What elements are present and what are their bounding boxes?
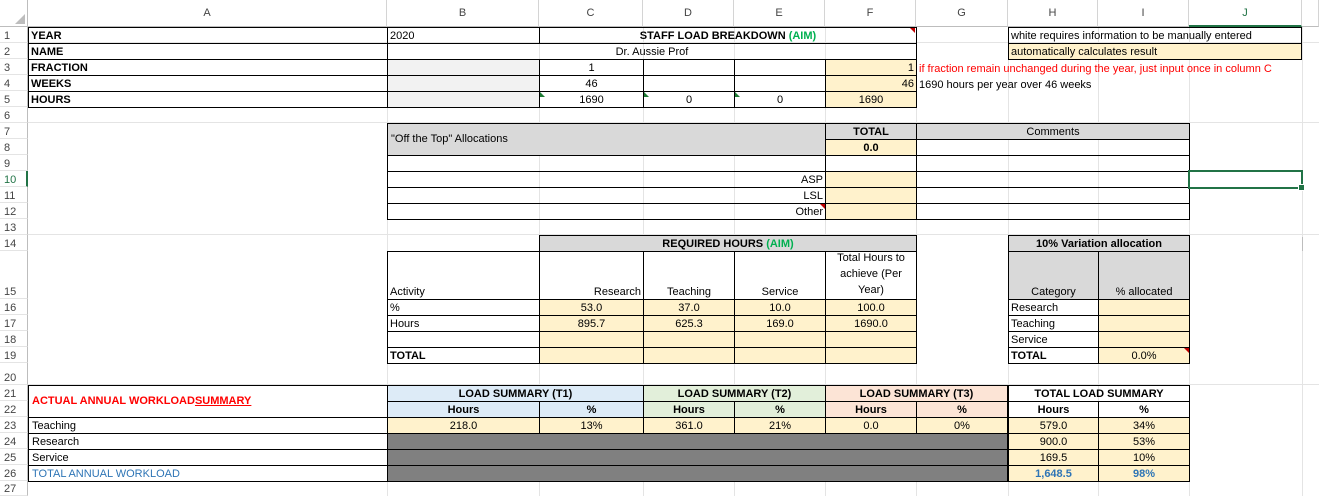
t2-header[interactable]: LOAD SUMMARY (T2) [643, 385, 826, 402]
hours-d[interactable]: 0 [643, 91, 735, 108]
other-value[interactable] [825, 203, 917, 220]
required-hours-aim: (AIM) [766, 238, 794, 250]
formula-indicator [540, 92, 545, 97]
row-header[interactable]: 9 [0, 155, 28, 171]
year-label[interactable]: YEAR [28, 27, 388, 44]
summary-research-label[interactable]: Research [28, 433, 388, 450]
weeks-d[interactable] [643, 75, 735, 92]
t1-hours-header[interactable]: Hours [387, 401, 540, 418]
service-greyed-cells [387, 449, 1008, 466]
note-auto[interactable]: automatically calculates result [1008, 43, 1302, 60]
formula-indicator [644, 92, 649, 97]
workload-title-part1: ACTUAL ANNUAL WORKLOAD [32, 395, 195, 407]
workload-title-part2: SUMMARY [194, 395, 252, 407]
row-header[interactable]: 14 [0, 235, 28, 251]
t2-teaching-pct[interactable]: 21% [734, 417, 826, 434]
research-pct[interactable]: 53.0 [539, 299, 644, 316]
fraction-label[interactable]: FRACTION [28, 59, 388, 76]
workload-summary-title[interactable] [28, 385, 388, 418]
asp-value[interactable] [825, 171, 917, 188]
variation-service-value[interactable] [1098, 331, 1190, 348]
required-total-label[interactable]: TOTAL [387, 347, 540, 364]
row-header[interactable]: 24 [0, 433, 28, 449]
comment-cell[interactable] [916, 139, 1190, 156]
t1-pct-header[interactable]: % [539, 401, 644, 418]
gridline [1302, 27, 1303, 496]
lsl-value[interactable] [825, 187, 917, 204]
total-research-hours[interactable]: 900.0 [1008, 433, 1099, 450]
lsl-label[interactable]: LSL [387, 187, 826, 204]
staff-load-title [539, 27, 917, 44]
row-header[interactable]: 15 [0, 251, 28, 299]
variation-teaching-value[interactable] [1098, 315, 1190, 332]
col-header-i[interactable]: I [1098, 0, 1189, 27]
required-blank-cell[interactable] [643, 331, 735, 348]
teaching-header[interactable]: Teaching [643, 251, 735, 300]
title-aim: (AIM) [788, 30, 817, 42]
off-top-row[interactable] [825, 155, 917, 172]
weeks-b[interactable] [387, 75, 540, 92]
row-header[interactable]: 1 [0, 27, 28, 43]
weeks-c[interactable]: 46 [539, 75, 644, 92]
col-header-h[interactable]: H [1008, 0, 1098, 27]
row-header[interactable]: 22 [0, 401, 28, 417]
row-header[interactable]: 20 [0, 363, 28, 385]
active-cell-selection[interactable] [1188, 170, 1303, 189]
row-header[interactable]: 2 [0, 43, 28, 59]
variation-total-value[interactable]: 0.0% [1098, 347, 1190, 364]
service-pct[interactable]: 10.0 [734, 299, 826, 316]
col-header-f[interactable]: F [825, 0, 916, 27]
col-header-a[interactable]: A [28, 0, 387, 27]
total-hours[interactable]: 1690.0 [825, 315, 917, 332]
fraction-c[interactable]: 1 [539, 59, 644, 76]
row-header[interactable]: 18 [0, 331, 28, 347]
comment-indicator[interactable] [910, 28, 915, 33]
col-header-c[interactable]: C [539, 0, 643, 27]
service-hours[interactable]: 169.0 [734, 315, 826, 332]
weeks-e[interactable] [734, 75, 826, 92]
total-hours-header[interactable]: Hours [1008, 401, 1099, 418]
teaching-hours[interactable]: 625.3 [643, 315, 735, 332]
required-total-cell[interactable] [734, 347, 826, 364]
row-header[interactable]: 13 [0, 219, 28, 235]
col-header-g[interactable]: G [916, 0, 1008, 27]
required-blank-cell[interactable] [825, 331, 917, 348]
t3-teaching-pct[interactable]: 0% [916, 417, 1008, 434]
off-top-total-value[interactable]: 0.0 [825, 139, 917, 156]
formula-indicator [735, 92, 740, 97]
hours-b[interactable] [387, 91, 540, 108]
research-greyed-cells [387, 433, 1008, 450]
row-header[interactable]: 25 [0, 449, 28, 465]
off-top-total-header[interactable]: TOTAL [825, 123, 917, 140]
other-label[interactable]: Other [387, 203, 826, 220]
fraction-d[interactable] [643, 59, 735, 76]
hours-row-label[interactable]: Hours [387, 315, 540, 332]
category-header[interactable]: Category [1008, 251, 1099, 300]
total-pct[interactable]: 100.0 [825, 299, 917, 316]
col-header-j[interactable]: J [1189, 0, 1302, 27]
t2-hours-header[interactable]: Hours [643, 401, 735, 418]
fraction-e[interactable] [734, 59, 826, 76]
fraction-f[interactable]: 1 [825, 59, 917, 76]
column-divider [1302, 237, 1303, 251]
t1-teaching-pct[interactable]: 13% [539, 417, 644, 434]
weeks-f[interactable]: 46 [825, 75, 917, 92]
row-header[interactable]: 5 [0, 91, 28, 107]
asp-label[interactable]: ASP [387, 171, 826, 188]
required-total-cell[interactable] [825, 347, 917, 364]
total-annual-workload-label[interactable]: TOTAL ANNUAL WORKLOAD [28, 465, 388, 482]
name-label[interactable]: NAME [28, 43, 388, 60]
variation-total-label[interactable]: TOTAL [1008, 347, 1099, 364]
comment-cell[interactable] [916, 155, 1190, 172]
pct-row-label[interactable]: % [387, 299, 540, 316]
comment-cell[interactable] [916, 171, 1190, 188]
total-hours-header[interactable]: Total Hours to achieve (Per Year) [825, 251, 917, 300]
teaching-pct[interactable]: 37.0 [643, 299, 735, 316]
variation-header[interactable]: 10% Variation allocation [1008, 235, 1190, 252]
required-blank-cell[interactable] [539, 331, 644, 348]
hours-f[interactable]: 1690 [825, 91, 917, 108]
year-value[interactable]: 2020 [387, 27, 540, 44]
row-header[interactable]: 17 [0, 315, 28, 331]
row-header[interactable]: 19 [0, 347, 28, 363]
total-research-pct[interactable]: 53% [1098, 433, 1190, 450]
t2-teaching-hours[interactable]: 361.0 [643, 417, 735, 434]
total-teaching-hours[interactable]: 579.0 [1008, 417, 1099, 434]
col-header-e[interactable]: E [734, 0, 825, 27]
row-header[interactable]: 11 [0, 187, 28, 203]
row-header[interactable]: 4 [0, 75, 28, 91]
total-pct-header[interactable]: % [1098, 401, 1190, 418]
off-top-row[interactable] [387, 155, 826, 172]
name-value[interactable]: Dr. Aussie Prof [387, 43, 917, 60]
row-header[interactable]: 6 [0, 107, 28, 123]
weeks-label[interactable]: WEEKS [28, 75, 388, 92]
summary-teaching-label[interactable]: Teaching [28, 417, 388, 434]
research-hours[interactable]: 895.7 [539, 315, 644, 332]
t3-pct-header[interactable]: % [916, 401, 1008, 418]
hours-e[interactable]: 0 [734, 91, 826, 108]
variation-teaching[interactable]: Teaching [1008, 315, 1099, 332]
activity-header[interactable]: Activity [387, 251, 540, 300]
row-header[interactable]: 26 [0, 465, 28, 481]
required-blank-row[interactable] [387, 331, 540, 348]
row-header[interactable]: 12 [0, 203, 28, 219]
t1-teaching-hours[interactable]: 218.0 [387, 417, 540, 434]
row-header[interactable]: 10 [0, 171, 28, 187]
hours-c[interactable]: 1690 [539, 91, 644, 108]
total-service-hours[interactable]: 169.5 [1008, 449, 1099, 466]
total-summary-header[interactable]: TOTAL LOAD SUMMARY [1008, 385, 1190, 402]
comment-indicator[interactable] [1184, 348, 1189, 353]
total-service-pct[interactable]: 10% [1098, 449, 1190, 466]
note-manual[interactable]: white requires information to be manually entered [1008, 27, 1302, 44]
t3-teaching-hours[interactable]: 0.0 [825, 417, 917, 434]
t3-header[interactable]: LOAD SUMMARY (T3) [825, 385, 1008, 402]
note-hours[interactable]: 1690 hours per year over 46 weeks [919, 79, 1092, 91]
comment-cell[interactable] [916, 203, 1190, 220]
variation-research[interactable]: Research [1008, 299, 1099, 316]
variation-research-value[interactable] [1098, 299, 1190, 316]
hours-label[interactable]: HOURS [28, 91, 388, 108]
t1-header[interactable]: LOAD SUMMARY (T1) [387, 385, 644, 402]
required-hours-text: REQUIRED HOURS [662, 238, 764, 250]
research-header[interactable]: Research [539, 251, 644, 300]
row-header[interactable]: 3 [0, 59, 28, 75]
title-text: STAFF LOAD BREAKDOWN [639, 30, 786, 42]
pct-allocated-header[interactable]: % allocated [1098, 251, 1190, 300]
col-header-b[interactable]: B [387, 0, 539, 27]
total-greyed-cells [387, 465, 1008, 482]
col-header-blank [1302, 0, 1319, 27]
fraction-b[interactable] [387, 59, 540, 76]
required-hours-header [539, 235, 917, 252]
row-header[interactable]: 23 [0, 417, 28, 433]
service-header[interactable]: Service [734, 251, 826, 300]
t3-hours-header[interactable]: Hours [825, 401, 917, 418]
t2-pct-header[interactable]: % [734, 401, 826, 418]
summary-service-label[interactable]: Service [28, 449, 388, 466]
row-header[interactable]: 21 [0, 385, 28, 401]
note-fraction[interactable]: if fraction remain unchanged during the year, just input once in column C [919, 63, 1272, 75]
comment-cell[interactable] [916, 187, 1190, 204]
variation-service[interactable]: Service [1008, 331, 1099, 348]
required-blank-cell[interactable] [734, 331, 826, 348]
col-header-d[interactable]: D [643, 0, 734, 27]
row-header[interactable]: 7 [0, 123, 28, 139]
required-total-cell[interactable] [643, 347, 735, 364]
select-all-corner[interactable] [0, 0, 28, 27]
required-total-cell[interactable] [539, 347, 644, 364]
grand-total-pct[interactable]: 98% [1098, 465, 1190, 482]
total-teaching-pct[interactable]: 34% [1098, 417, 1190, 434]
off-top-label[interactable]: "Off the Top" Allocations [387, 123, 826, 156]
grand-total-hours[interactable]: 1,648.5 [1008, 465, 1099, 482]
row-header[interactable]: 16 [0, 299, 28, 315]
row-header[interactable]: 27 [0, 481, 28, 496]
row-header[interactable]: 8 [0, 139, 28, 155]
comments-header[interactable]: Comments [916, 123, 1190, 140]
